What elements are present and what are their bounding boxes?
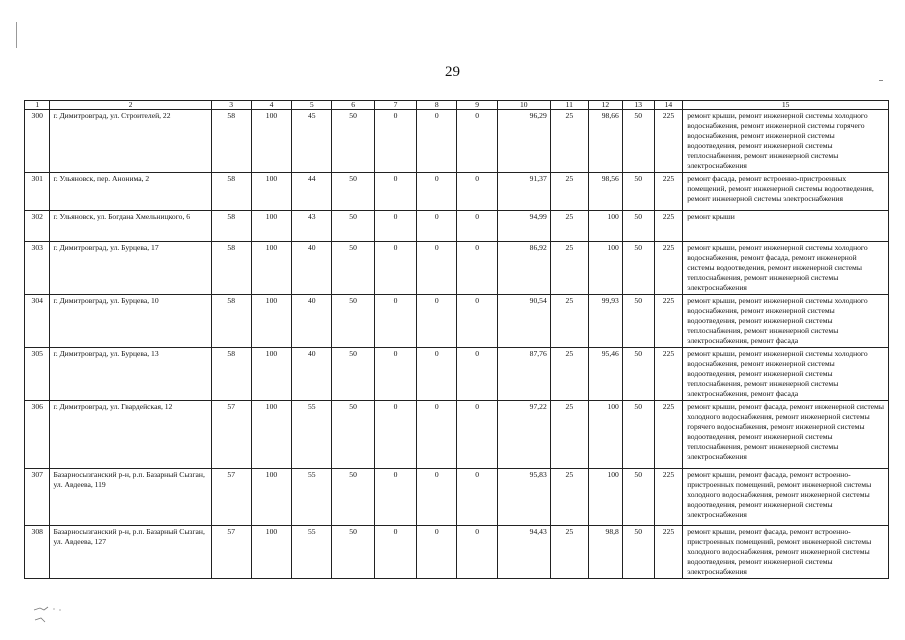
row-number-cell: 302 <box>25 211 50 242</box>
cell-col-5: 55 <box>292 526 332 579</box>
cell-col-13: 50 <box>622 526 654 579</box>
cell-col-8: 0 <box>417 173 457 211</box>
cell-col-10: 86,92 <box>497 242 550 295</box>
cell-col-13: 50 <box>622 211 654 242</box>
cell-col-5: 40 <box>292 242 332 295</box>
cell-col-10: 90,54 <box>497 295 550 348</box>
cell-col-5: 43 <box>292 211 332 242</box>
works-cell: ремонт фасада, ремонт встроенно-пристроенных помещений, ремонт инженерной системы водоотведения, ремонт инженерной системы электроснабжения <box>683 173 889 211</box>
cell-col-4: 100 <box>251 348 291 401</box>
address-cell: г. Димитровград, ул. Строителей, 22 <box>50 110 211 173</box>
column-header-4: 4 <box>251 101 291 110</box>
cell-col-6: 50 <box>332 401 374 469</box>
cell-col-10: 95,83 <box>497 469 550 526</box>
cell-col-3: 57 <box>211 526 251 579</box>
register-table <box>24 100 889 579</box>
cell-col-9: 0 <box>457 110 497 173</box>
row-number-cell: 304 <box>25 295 50 348</box>
cell-col-7: 0 <box>374 242 416 295</box>
cell-col-4: 100 <box>251 173 291 211</box>
cell-col-8: 0 <box>417 295 457 348</box>
column-header-6: 6 <box>332 101 374 110</box>
cell-col-14: 225 <box>654 211 683 242</box>
table-row <box>25 173 889 211</box>
column-header-10: 10 <box>497 101 550 110</box>
cell-col-9: 0 <box>457 401 497 469</box>
column-header-8: 8 <box>417 101 457 110</box>
cell-col-14: 225 <box>654 526 683 579</box>
cell-col-9: 0 <box>457 173 497 211</box>
cell-col-8: 0 <box>417 242 457 295</box>
cell-col-10: 94,43 <box>497 526 550 579</box>
cell-col-14: 225 <box>654 173 683 211</box>
cell-col-12: 98,66 <box>588 110 622 173</box>
address-cell: г. Димитровград, ул. Бурцева, 13 <box>50 348 211 401</box>
scan-edge-mark <box>16 22 17 48</box>
cell-col-8: 0 <box>417 211 457 242</box>
cell-col-6: 50 <box>332 348 374 401</box>
address-cell: г. Ульяновск, ул. Богдана Хмельницкого, 6 <box>50 211 211 242</box>
cell-col-11: 25 <box>550 295 588 348</box>
address-cell: г. Димитровград, ул. Гвардейская, 12 <box>50 401 211 469</box>
cell-col-3: 57 <box>211 401 251 469</box>
cell-col-5: 40 <box>292 348 332 401</box>
cell-col-7: 0 <box>374 110 416 173</box>
cell-col-3: 58 <box>211 211 251 242</box>
cell-col-10: 94,99 <box>497 211 550 242</box>
cell-col-5: 44 <box>292 173 332 211</box>
table-row <box>25 110 889 173</box>
row-number-cell: 301 <box>25 173 50 211</box>
column-header-1: 1 <box>25 101 50 110</box>
cell-col-14: 225 <box>654 401 683 469</box>
cell-col-9: 0 <box>457 242 497 295</box>
column-header-15: 15 <box>683 101 889 110</box>
cell-col-10: 91,37 <box>497 173 550 211</box>
works-cell: ремонт крыши, ремонт фасада, ремонт встроенно-пристроенных помещений, ремонт инженерной системы холодного водоснабжения, ремонт инженерной системы водоотведения, ремонт инженерной системы электроснабжения <box>683 526 889 579</box>
header-row <box>25 101 889 110</box>
cell-col-4: 100 <box>251 526 291 579</box>
cell-col-4: 100 <box>251 242 291 295</box>
cell-col-3: 58 <box>211 242 251 295</box>
cell-col-13: 50 <box>622 348 654 401</box>
cell-col-4: 100 <box>251 401 291 469</box>
address-cell: г. Димитровград, ул. Бурцева, 10 <box>50 295 211 348</box>
works-cell: ремонт крыши, ремонт инженерной системы холодного водоснабжения, ремонт фасада, ремонт инженерной системы водоотведения, ремонт инженерной системы теплоснабжения, ремонт инженерной системы электроснабжения <box>683 242 889 295</box>
cell-col-11: 25 <box>550 242 588 295</box>
column-header-13: 13 <box>622 101 654 110</box>
cell-col-8: 0 <box>417 348 457 401</box>
cell-col-7: 0 <box>374 211 416 242</box>
works-cell: ремонт крыши, ремонт фасада, ремонт встроенно-пристроенных помещений, ремонт инженерной системы холодного водоснабжения, ремонт инженерной системы водоотведения, ремонт инженерной системы электроснабжения <box>683 469 889 526</box>
cell-col-5: 55 <box>292 469 332 526</box>
cell-col-7: 0 <box>374 469 416 526</box>
cell-col-6: 50 <box>332 526 374 579</box>
cell-col-5: 40 <box>292 295 332 348</box>
address-cell: г. Ульяновск, пер. Анонима, 2 <box>50 173 211 211</box>
cell-col-4: 100 <box>251 295 291 348</box>
cell-col-4: 100 <box>251 469 291 526</box>
cell-col-5: 45 <box>292 110 332 173</box>
cell-col-10: 87,76 <box>497 348 550 401</box>
cell-col-14: 225 <box>654 469 683 526</box>
cell-col-7: 0 <box>374 401 416 469</box>
cell-col-6: 50 <box>332 242 374 295</box>
works-cell: ремонт крыши, ремонт фасада, ремонт инженерной системы холодного водоснабжения, ремонт инженерной системы горячего водоснабжения, ремонт инженерной системы водоотведения, ремонт инженерной системы теплоснабжения, ремонт инженерной системы электроснабжения <box>683 401 889 469</box>
cell-col-13: 50 <box>622 401 654 469</box>
cell-col-12: 98,8 <box>588 526 622 579</box>
cell-col-12: 100 <box>588 242 622 295</box>
cell-col-11: 25 <box>550 110 588 173</box>
cell-col-13: 50 <box>622 242 654 295</box>
cell-col-12: 98,56 <box>588 173 622 211</box>
address-cell: Базарносызганский р-н, р.п. Базарный Сызган, ул. Авдеева, 127 <box>50 526 211 579</box>
column-header-7: 7 <box>374 101 416 110</box>
row-number-cell: 307 <box>25 469 50 526</box>
cell-col-7: 0 <box>374 526 416 579</box>
column-header-3: 3 <box>211 101 251 110</box>
cell-col-3: 58 <box>211 173 251 211</box>
table-row <box>25 211 889 242</box>
table-row <box>25 295 889 348</box>
cell-col-11: 25 <box>550 348 588 401</box>
cell-col-4: 100 <box>251 110 291 173</box>
address-cell: Базарносызганский р-н, р.п. Базарный Сызган, ул. Авдеева, 119 <box>50 469 211 526</box>
cell-col-3: 58 <box>211 110 251 173</box>
row-number-cell: 306 <box>25 401 50 469</box>
cell-col-6: 50 <box>332 110 374 173</box>
cell-col-9: 0 <box>457 526 497 579</box>
cell-col-7: 0 <box>374 295 416 348</box>
handwritten-mark <box>32 604 72 628</box>
cell-col-4: 100 <box>251 211 291 242</box>
cell-col-8: 0 <box>417 401 457 469</box>
cell-col-12: 95,46 <box>588 348 622 401</box>
cell-col-8: 0 <box>417 526 457 579</box>
row-number-cell: 300 <box>25 110 50 173</box>
cell-col-13: 50 <box>622 469 654 526</box>
table-row <box>25 469 889 526</box>
table-row <box>25 401 889 469</box>
cell-col-10: 97,22 <box>497 401 550 469</box>
cell-col-13: 50 <box>622 173 654 211</box>
cell-col-14: 225 <box>654 242 683 295</box>
row-number-cell: 305 <box>25 348 50 401</box>
cell-col-12: 100 <box>588 211 622 242</box>
cell-col-9: 0 <box>457 295 497 348</box>
column-header-11: 11 <box>550 101 588 110</box>
cell-col-12: 100 <box>588 469 622 526</box>
column-header-5: 5 <box>292 101 332 110</box>
row-number-cell: 303 <box>25 242 50 295</box>
cell-col-10: 96,29 <box>497 110 550 173</box>
cell-col-7: 0 <box>374 173 416 211</box>
table-row <box>25 348 889 401</box>
cell-col-12: 100 <box>588 401 622 469</box>
column-header-14: 14 <box>654 101 683 110</box>
works-cell: ремонт крыши <box>683 211 889 242</box>
row-number-cell: 308 <box>25 526 50 579</box>
cell-col-3: 58 <box>211 348 251 401</box>
cell-col-12: 99,93 <box>588 295 622 348</box>
cell-col-3: 58 <box>211 295 251 348</box>
cell-col-11: 25 <box>550 173 588 211</box>
works-cell: ремонт крыши, ремонт инженерной системы холодного водоснабжения, ремонт инженерной системы водоотведения, ремонт инженерной системы теплоснабжения, ремонт инженерной системы электроснабжения, ремонт фасада <box>683 295 889 348</box>
cell-col-6: 50 <box>332 295 374 348</box>
cell-col-14: 225 <box>654 295 683 348</box>
cell-col-13: 50 <box>622 295 654 348</box>
cell-col-8: 0 <box>417 110 457 173</box>
page-number: 29 <box>445 64 460 80</box>
cell-col-13: 50 <box>622 110 654 173</box>
cell-col-6: 50 <box>332 211 374 242</box>
works-cell: ремонт крыши, ремонт инженерной системы холодного водоснабжения, ремонт инженерной системы горячего водоснабжения, ремонт инженерной системы водоотведения, ремонт инженерной системы теплоснабжения, ремонт инженерной системы электроснабжения <box>683 110 889 173</box>
table-row <box>25 242 889 295</box>
cell-col-11: 25 <box>550 526 588 579</box>
cell-col-6: 50 <box>332 173 374 211</box>
cell-col-9: 0 <box>457 211 497 242</box>
cell-col-14: 225 <box>654 110 683 173</box>
cell-col-9: 0 <box>457 469 497 526</box>
column-header-2: 2 <box>50 101 211 110</box>
cell-col-11: 25 <box>550 401 588 469</box>
column-header-9: 9 <box>457 101 497 110</box>
cell-col-8: 0 <box>417 469 457 526</box>
works-cell: ремонт крыши, ремонт инженерной системы холодного водоснабжения, ремонт инженерной системы водоотведения, ремонт инженерной системы теплоснабжения, ремонт инженерной системы электроснабжения, ремонт фасада <box>683 348 889 401</box>
address-cell: г. Димитровград, ул. Бурцева, 17 <box>50 242 211 295</box>
cell-col-9: 0 <box>457 348 497 401</box>
cell-col-3: 57 <box>211 469 251 526</box>
cell-col-11: 25 <box>550 469 588 526</box>
column-header-12: 12 <box>588 101 622 110</box>
cell-col-6: 50 <box>332 469 374 526</box>
cell-col-14: 225 <box>654 348 683 401</box>
cell-col-7: 0 <box>374 348 416 401</box>
cell-col-5: 55 <box>292 401 332 469</box>
cell-col-11: 25 <box>550 211 588 242</box>
table-row <box>25 526 889 579</box>
